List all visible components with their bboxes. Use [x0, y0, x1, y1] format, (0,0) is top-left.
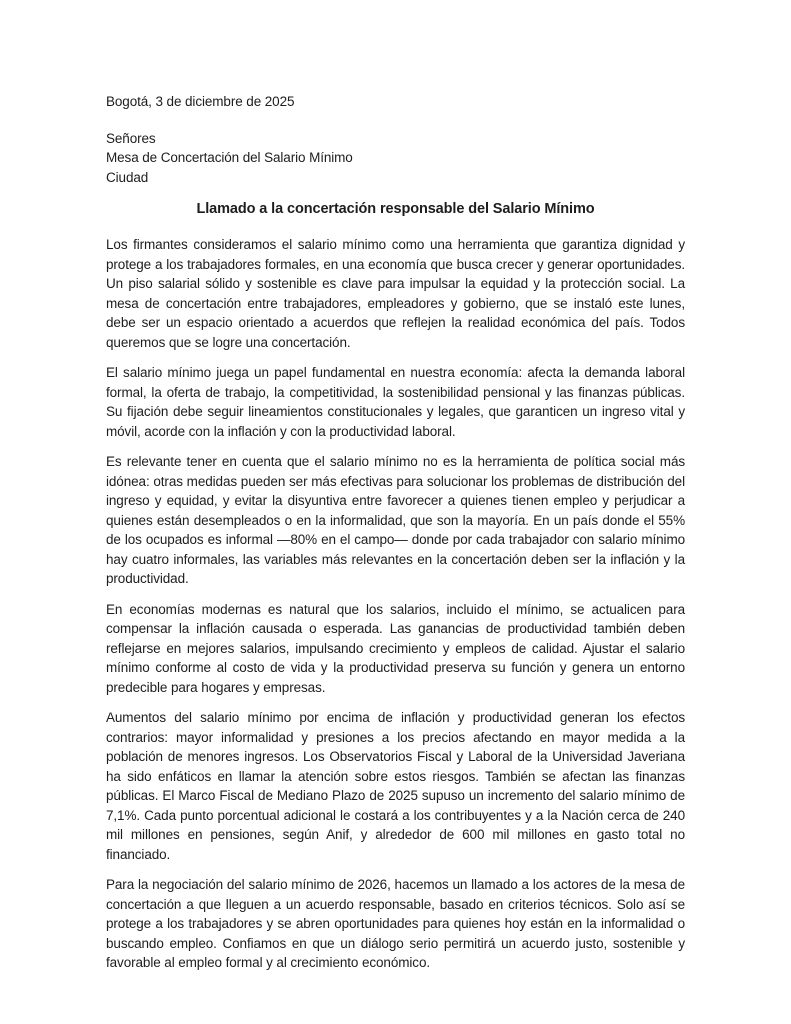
letter-paragraph-3: Es relevante tener en cuenta que el salario mínimo no es la herramienta de política social más idónea: otras medidas pueden ser más efectivas para solucionar los problemas de distribución del ingreso y equidad, y evitar la disyuntiva entre favorecer a quienes tienen empleo y perjudicar a quienes están desempleados o en la informalidad, que son la mayoría. En un país donde el 55% de los ocupados es informal —80% en el campo— donde por cada trabajador con salario mínimo hay cuatro informales, las variables más relevantes en la concertación deben ser la inflación y la productividad. [106, 454, 685, 586]
letter-paragraph-1: Los firmantes consideramos el salario mínimo como una herramienta que garantiza dignidad y protege a los trabajadores formales, en una economía que busca crecer y generar oportunidades. Un piso salarial sólido y sostenible es clave para impulsar la equidad y la protección social. La mesa de concertación entre trabajadores, empleadores y gobierno, que se instaló este lunes, debe ser un espacio orientado a acuerdos que reflejen la realidad económica del país. Todos queremos que se logre una concertación. [106, 237, 685, 350]
recipient-city: Ciudad [106, 169, 149, 185]
recipient-entity: Mesa de Concertación del Salario Mínimo [106, 150, 353, 165]
letter-paragraph-2: El salario mínimo juega un papel fundamental en nuestra economía: afecta la demanda laboral formal, la oferta de trabajo, la competitividad, la sostenibilidad pensional y las finanzas públicas. Su fijación debe seguir lineamientos constitucionales y legales, que garanticen un ingreso vital y móvil, acorde con la inflación y con la productividad laboral. [106, 365, 685, 439]
letter-title: Llamado a la concertación responsable del Salario Mínimo [196, 201, 595, 217]
recipient-salutation: Señores [106, 130, 156, 146]
letter-paragraph-4: En economías modernas es natural que los salarios, incluido el mínimo, se actualicen para compensar la inflación causada o esperada. Las ganancias de productividad también deben reflejarse en mejores salarios, impulsando crecimiento y empleos de calidad. Ajustar el salario mínimo conforme al costo de vida y la productividad preserva su función y genera un entorno predecible para hogares y empresas. [106, 601, 685, 695]
letter-paragraph-5: Aumentos del salario mínimo por encima de inflación y productividad generan los efectos contrarios: mayor informalidad y presiones a los precios afectando en mayor medida a la población de menores ingresos. Los Observatorios Fiscal y Laboral de la Universidad Javeriana ha sido enfáticos en llamar la atención sobre estos riesgos. También se afectan las finanzas públicas. El Marco Fiscal de Mediano Plazo de 2025 supuso un incremento del salario mínimo de 7,1%. Cada punto porcentual adicional le costará a los contribuyentes y a la Nación cerca de 240 mil millones en pensiones, según Anif, y alrededor de 600 mil millones en gasto total no financiado. [106, 710, 685, 862]
letter-date: Bogotá, 3 de diciembre de 2025 [106, 94, 295, 109]
letter-paragraph-6: Para la negociación del salario mínimo de 2026, hacemos un llamado a los actores de la mesa de concertación a que lleguen a un acuerdo responsable, basado en criterios técnicos. Solo así se protege a los trabajadores y se abren oportunidades para quienes hoy están en la informalidad o buscando empleo. Confiamos en que un diálogo serio permitirá un acuerdo justo, sostenible y favorable al empleo formal y al crecimiento económico. [106, 877, 685, 970]
recipient-block [106, 129, 685, 188]
